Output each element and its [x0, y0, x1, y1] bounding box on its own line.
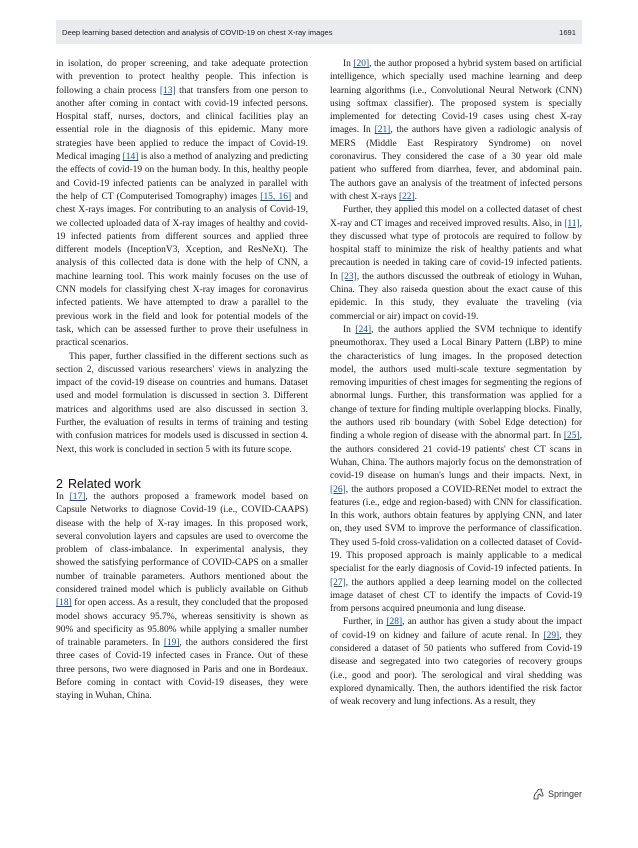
paragraph: Further, they applied this model on a collected dataset of chest X-ray and CT images and received improved results. Also, in [11], they discussed what type of protocols are required to follow by hospital staff to minimize the risk of healthy patients and what precaution is needed in taking care of covid-19 infected patients. In [23], the authors discussed the outbreak of etiology in Wuhan, China. They also raiseda question about the exact cause of this epidemic. In this study, they evaluate the traveling (via commercial or air) impact on covid-19. — [330, 205, 582, 322]
body-columns — [56, 58, 582, 776]
citation-link[interactable]: [26] — [330, 484, 346, 495]
springer-horse-icon — [532, 788, 545, 800]
paragraph: In [24], the authors applied the SVM technique to identify pneumothorax. They used a Local Binary Pattern (LBP) to mine the characteristics of lung images. In the proposed detection model, the authors used multi-scale texture segmentation by removing impurities of chest images for segmenting the regions of abnormal lungs. Further, this transformation was applied for a change of texture for finding multiple overlapping blocks. Finally, the authors used rib boundary (with Sobel Edge detection) for finding a whole region of disease with the abnormal part. In [25], the authors considered 21 covid-19 patients' chest CT scans in Wuhan, China. The authors majorly focus on the demonstration of covid-19 disease on human's lungs and their impacts. Next, in [26], the authors proposed a COVID-RENet model to extract the features (i.e., edge and region-based) with CNN for classification. In this work, authors obtain features by applying CNN, and later on, they used SVM to improve the performance of classification. They used 5-fold cross-validation on a collected dataset of Covid-19. This proposed approach is mainly applicable to a medical specialist for the early diagnosis of Covid-19 infected patients. In [27], the authors applied a deep learning model on the collected image dataset of chest CT to identify the impacts of Covid-19 from persons acquired pneumonia and lung disease. — [330, 324, 582, 615]
citation-link[interactable]: [20] — [353, 59, 370, 69]
citation-link[interactable]: [14] — [122, 152, 139, 163]
paragraph: Further, in [28], an author has given a study about the impact of covid-19 on kidney and failure of acute renal. In [29], they considered a dataset of 50 patients who suffered from Covid-19 disease and segregated into two categories of recovery groups (i.e., good and poor). The serological and viral shedding was explored dynamically. Then, the authors identified the risk factor of weak recovery and lung infections. As a result, they — [330, 617, 582, 708]
citation-link[interactable]: [24] — [355, 324, 372, 335]
citation-link[interactable]: [13] — [159, 85, 176, 96]
publisher-name: Springer — [547, 789, 582, 799]
running-title: Deep learning based detection and analysis of COVID-19 on chest X-ray images — [62, 27, 333, 37]
citation-link[interactable]: [21] — [374, 125, 391, 136]
right-column — [330, 58, 582, 776]
section-heading — [56, 478, 308, 491]
citation-link[interactable]: [19] — [163, 638, 180, 649]
citation-link[interactable]: [11] — [564, 218, 580, 229]
citation-link[interactable]: [22] — [398, 191, 415, 202]
section-number: 2 — [56, 476, 63, 491]
page-number: 1691 — [559, 27, 576, 37]
citation-link[interactable]: [23] — [340, 271, 357, 282]
paragraph: In [20], the author proposed a hybrid system based on artificial intelligence, which specially used machine learning and deep learning algorithms (i.e., Convolutional Neural Network (CNN) using softmax classifier). The proposed system is specially implemented for detecting Covid-19 cases using chest X-ray images. In [21], the authors have given a radiologic analysis of MERS (Middle East Respiratory Syndrome) on novel coronavirus. They considered the case of a 30 year old male patient who suffered from diarrhea, fever, and abdominal pain. The authors gave an analysis of the treatment of infected persons with chest X-rays [22]. — [330, 59, 582, 202]
citation-link[interactable]: [28] — [386, 617, 403, 628]
running-header — [56, 20, 582, 44]
paragraph: In [17], the authors proposed a framework model based on Capsule Networks to diagnose Covid-19 (i.e., COVID-CAAPS) disease with the help of X-ray images. In this proposed work, several convolution layers and capsules are used to overcome the problem of class-imbalance. In experimental analysis, they showed the satisfying performance of COVID-CAPS on a smaller number of trainable parameters. Authors mentioned about the considered trained model which is publicly available on Github [18] for open access. As a result, they concluded that the proposed model shows accuracy 95.7%, whereas sensitivity is shown as 90% and specificity as 95.80% while applying a smaller number of trainable parameters. In [19], the authors considered the first three cases of Covid-19 infected cases in France. Out of these three persons, two were diagnosed in Paris and one in Bordeaux. Before coming in contact with Covid-19 diseases, they were staying in Wuhan, China. — [56, 491, 308, 702]
left-column — [56, 58, 308, 776]
section-title: Related work — [67, 476, 141, 491]
citation-link[interactable]: [18] — [56, 598, 72, 609]
paragraph: in isolation, do proper screening, and take adequate protection with prevention to protect healthy people. This infection is following a chain process [13] that transfers from one person to another after coming in contact with covid-19 infected persons. Hospital staff, nurses, doctors, and clinical facilities play an essential role in the diagnosis of this epidemic. Many more strategies have been applied to reduce the impact of Covid-19. Medical imaging [14] is also a method of analyzing and predicting the effects of covid-19 on the human body. In this, healthy people and Covid-19 infected patients can be analyzed in parallel with the help of CT (Computerised Tomography) images [15, 16] and chest X-rays images. For contributing to an analysis of Covid-19, we collected uploaded data of X-ray images of healthy and covid-19 infected patients from different sources and applied three different models (InceptionV3, Xception, and ResNeXt). The analysis of this collected data is done with the help of CNN, a machine learning tool. This work mainly focuses on the use of CNN models for classifying chest X-ray images for coronavirus infected patients. We have attempted to draw a parallel to the previous work in the field and look for potential models of the task, which can be assessed further to prove their usefulness in practical scenarios. — [56, 59, 308, 349]
citation-link[interactable]: [25] — [563, 431, 580, 442]
citation-link[interactable]: [27] — [330, 577, 346, 588]
citation-link[interactable]: [29] — [543, 630, 560, 641]
citation-link[interactable]: [17] — [69, 491, 86, 502]
paragraph: This paper, further classified in the different sections such as section 2, discussed various researchers' views in analyzing the impact of the covid-19 disease on countries and humans. Dataset used and model formulation is discussed in section 3. Different matrices and algorithms used are also discussed in section 3. Further, the evaluation of results in terms of training and testing with confusion matrices for models used is discussed in section 4. Next, this work is concluded in section 5 with its future scope. — [56, 351, 308, 455]
publisher-footer — [532, 788, 582, 800]
citation-link[interactable]: [15, 16] — [260, 191, 292, 202]
